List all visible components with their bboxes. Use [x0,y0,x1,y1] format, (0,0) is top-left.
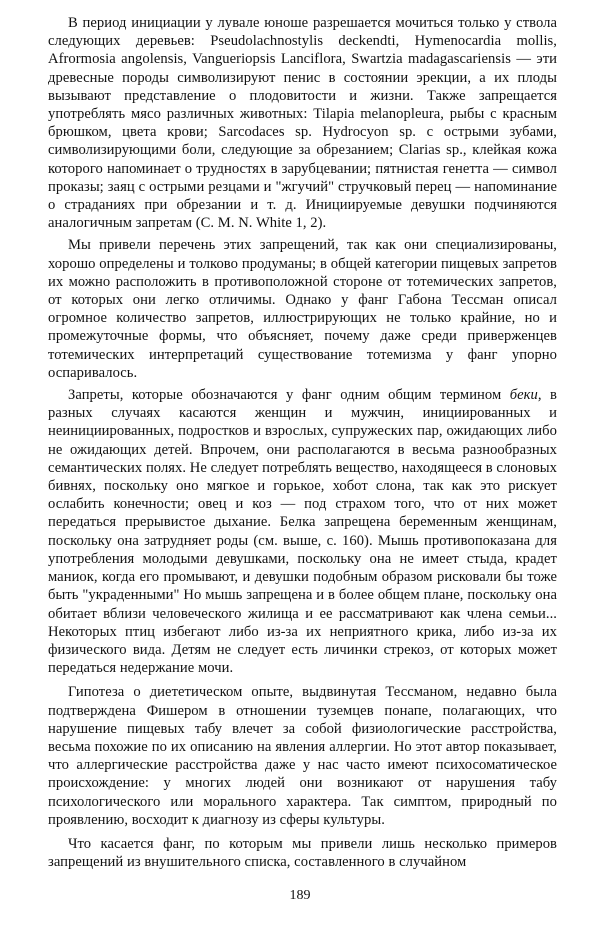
paragraph-tessman-list: Мы привели перечень этих запрещений, так как они специализированы, хорошо определены и толково продуманы; в общей категории пищевых запретов их можно расположить в противоположной стороне от тотемических запретов, от которых они легко отличимы. Однако у фанг Габона Тессман описал огромное количество запретов, иллюстрирующих не только крайние, но и промежуточные формы, что объясняет, почему даже среди приверженцев тотемических интерпретаций существование тотемизма у фанг упорно оспаривалось. [48,237,557,381]
beki-term: беки, [509,387,542,404]
beki-body-text: в разных случаях касаются женщин и мужчин, инициированных и неинициированных, подростков и взрослых, супружеских пар, ожидающих либо не ожидающих детей. Впрочем, они располагаются в весьма разнообразных семантических полях. Не следует потреблять вещество, находящееся в слоновых бивнях, поскольку оно мягкое и горькое, хобот слона, так как это рискует ослабить конечности; овец и коз — под страхом того, что от них может передаться прерывистое дыхание. Белка запрещена беременным женщинам, поскольку она затрудняет роды (см. выше, с. 160). Мышь противопоказана для употребления молодыми девушками, поскольку она не имеет стыда, крадет маниок, когда его промывают, и девушки подобным образом рисковали бы тоже быть "украденными" Но мышь запрещена и в более общем плане, поскольку она обитает вблизи человеческого жилища и ее рассматривают как члена семьи... Некоторых птиц избегают либо из-за их неприятного крика, либо из-за их физического вида. Детям не следует есть личинки стрекоз, от которых может передаться недержание мочи. [48,387,558,677]
paragraph-beki-taboos [48,386,557,677]
paragraph-initiation-taboos: В период инициации у лувале юноше разрешается мочиться только у ствола следующих деревьев: Pseudolachnostylis deckendti, Hymenocardia mollis, Afrormosia angolensis, Vangueriopsis Lanciflora, Swartzia madagascariensis — эти древесные породы символизируют пенис в состоянии эрекции, а их плоды вызывают представление о плодовитости и жизни. Также запрещается употреблять мясо различных животных: Tilapia melanopleura, рыбы с красным брюшком, цвета крови; Sarcodaces sp. Hydrocyon sp. с острыми зубами, символизирующими боли, следующие за обрезанием; Clarias sp., клейкая кожа которого напоминает о трудностях в зарубцевании; пятнистая генетта — символ проказы; заяц с острыми резцами и "жгучий" стручковый перец — напоминание о страданиях при обрезании и т. д. Инициируемые девушки подчиняются аналогичным запретам (С. М. N. White 1, 2). [48,15,557,232]
beki-intro-text: Запреты, которые обозначаются у фанг одним общим термином [68,387,510,404]
page-number: 189 [289,888,311,903]
paragraph-fang-conclusion: Что касается фанг, по которым мы привели лишь несколько примеров запрещений из внушительного списка, составленного в случайном [48,835,557,871]
paragraph-dietetic-hypothesis: Гипотеза о диететическом опыте, выдвинутая Тессманом, недавно была подтверждена Фишером в отношении туземцев понапе, полагающих, что нарушение пищевых табу влечет за собой физиологические расстройства, весьма похожие по их описанию на явления аллергии. Но этот автор показывает, что аллергические расстройства даже у нас часто имеют психосоматическое происхождение: у многих людей они возникают от нарушения табу психологического или морального характера. Так симптом, природный по проявлению, восходит к диагнозу из сферы культуры. [48,684,557,828]
